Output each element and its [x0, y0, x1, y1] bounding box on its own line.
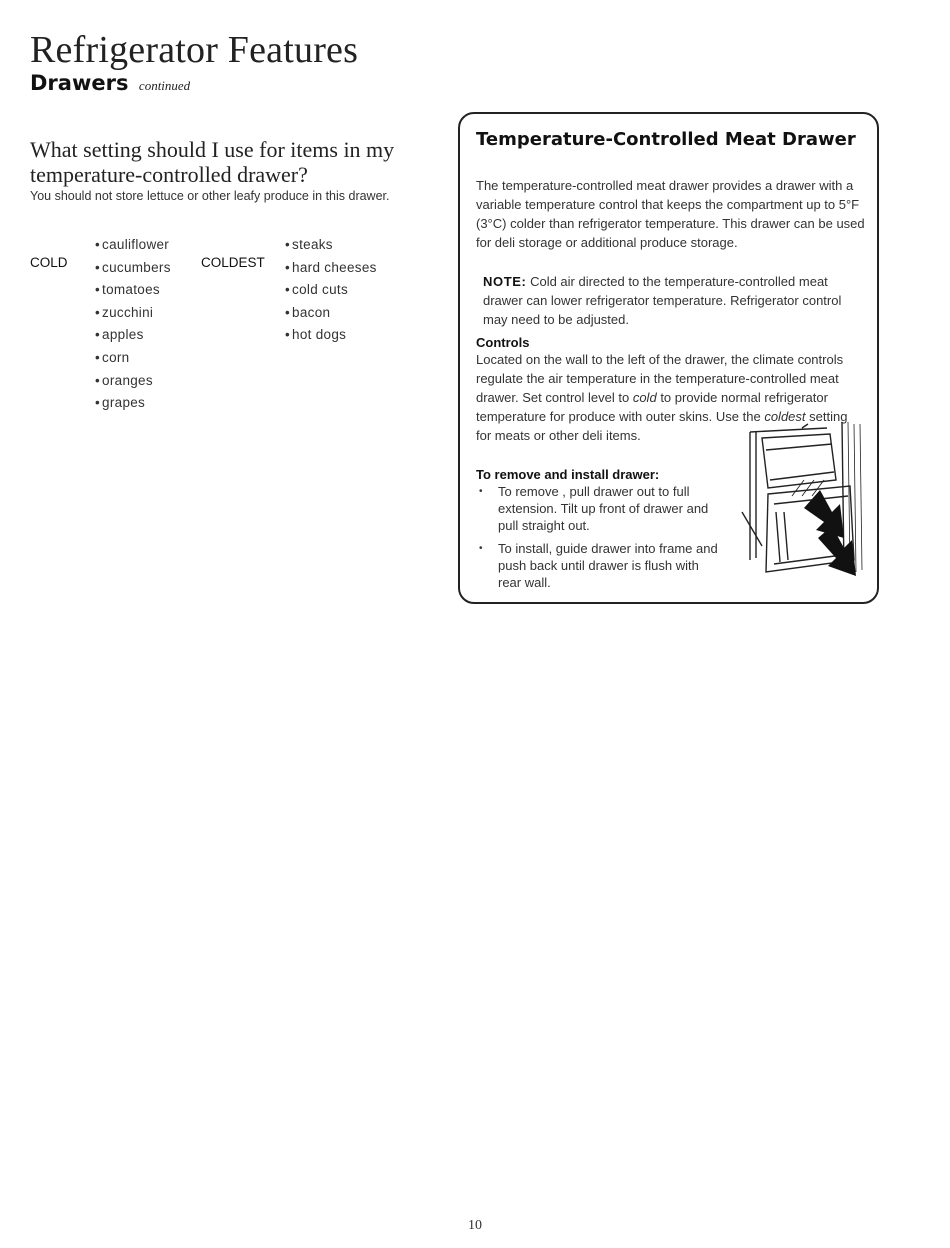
item-text: hot dogs	[292, 327, 347, 343]
list-item	[285, 324, 377, 347]
bullet-icon: •	[285, 237, 291, 252]
cold-setting-label: COLD	[30, 255, 68, 270]
bullet-icon: •	[95, 395, 101, 411]
bullet-icon: •	[285, 282, 291, 298]
list-item	[95, 392, 171, 415]
list-item	[285, 257, 377, 280]
item-text: cold cuts	[292, 282, 349, 298]
coldest-items-list	[285, 234, 377, 347]
note-label: NOTE:	[483, 274, 527, 289]
list-item	[95, 279, 171, 302]
bullet-icon: •	[95, 304, 101, 320]
list-item	[95, 347, 171, 370]
controls-text-part: Located on the wall to the left of the drawer, the climate controls regulate the air temperature in the temperature-controlled meat drawer. Set control level to	[476, 352, 844, 405]
panel-description: The temperature-controlled meat drawer provides a drawer with a variable temperature control that keeps the compartment up to 5°F (3°C) colder than refrigerator temperature. This drawer can be used for deli storage or additional produce storage.	[476, 178, 865, 250]
bullet-icon: •	[285, 327, 291, 343]
controls-emphasis-coldest: coldest	[764, 409, 806, 424]
item-text: oranges	[102, 372, 153, 388]
item-text: apples	[102, 327, 144, 343]
page-title: Refrigerator Features	[30, 29, 359, 71]
item-text: cucumbers	[102, 259, 171, 275]
coldest-setting-label: COLDEST	[201, 255, 265, 270]
list-item	[285, 234, 377, 257]
panel-note	[483, 272, 863, 329]
bullet-icon: •	[95, 237, 101, 252]
controls-text-part: setting for meats or other deli items.	[476, 409, 848, 443]
item-text: corn	[102, 349, 130, 365]
item-text: steaks	[292, 237, 333, 252]
panel-title: Temperature-Controlled Meat Drawer	[476, 129, 856, 150]
item-text: bacon	[292, 304, 331, 320]
bullet-icon: •	[285, 259, 291, 275]
bullet-icon: •	[95, 372, 101, 388]
item-text: hard cheeses	[292, 259, 377, 275]
cold-items-list	[95, 234, 171, 415]
item-text: grapes	[102, 395, 146, 411]
section-continued-label: continued	[138, 78, 191, 93]
list-item	[285, 279, 377, 302]
list-item	[95, 370, 171, 393]
settings-intro: You should not store lettuce or other leafy produce in this drawer.	[30, 189, 390, 203]
bullet-icon: •	[285, 304, 291, 320]
bullet-icon: •	[95, 349, 101, 365]
item-text: zucchini	[102, 304, 154, 320]
list-item	[95, 302, 171, 325]
note-text: Cold air directed to the temperature-controlled meat drawer can lower refrigerator temperature. Refrigerator control may need to be adjusted.	[483, 274, 842, 327]
item-text: tomatoes	[102, 282, 160, 298]
controls-text-part: to provide normal refrigerator temperature for produce with outer skins. Use the	[476, 390, 828, 424]
remove-install-heading: To remove and install drawer:	[476, 467, 660, 482]
list-item	[95, 324, 171, 347]
remove-install-steps	[476, 483, 721, 597]
bullet-icon: •	[95, 327, 101, 343]
list-item: • To remove , pull drawer out to full extension. Tilt up front of drawer and pull straight out.	[476, 483, 721, 534]
controls-heading: Controls	[476, 335, 530, 350]
drawer-removal-illustration	[732, 420, 872, 588]
controls-emphasis-cold: cold	[632, 390, 657, 405]
section-title: Drawers	[30, 71, 129, 95]
list-item: • To install, guide drawer into frame and push back until drawer is flush with rear wall.	[476, 540, 721, 591]
page-number: 10	[468, 1218, 482, 1233]
list-item	[95, 257, 171, 280]
section-heading	[30, 71, 190, 95]
bullet-icon: •	[95, 282, 101, 298]
settings-question: What setting should I use for items in my temperature-controlled drawer?	[30, 137, 395, 187]
list-item	[95, 234, 171, 257]
list-item	[285, 302, 377, 325]
item-text: cauliflower	[102, 237, 170, 252]
bullet-icon: •	[95, 259, 101, 275]
